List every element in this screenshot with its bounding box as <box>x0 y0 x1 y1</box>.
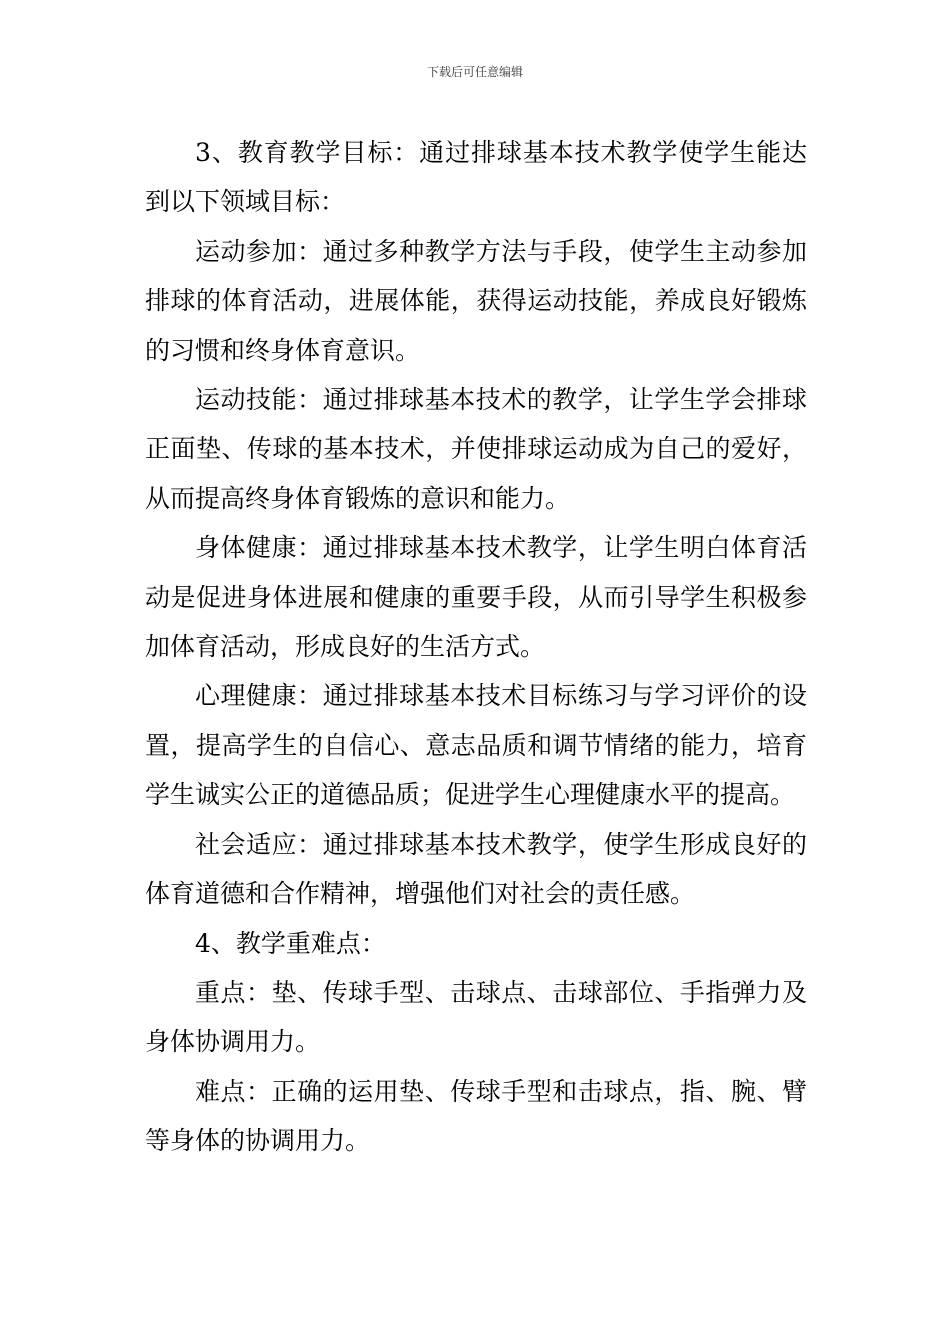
section-heading-key-points: 4、教学重难点： <box>195 928 386 958</box>
paragraph-difficulties: 难点：正确的运用垫、传球手型和击球点，指、腕、臂等身体的协调用力。 <box>145 1076 807 1156</box>
paragraph-mental-health: 心理健康：通过排球基本技术目标练习与学习评价的设置，提高学生的自信心、意志品质和调节情绪的能力，培育学生诚实公正的道德品质；促进学生心理健康水平的提高。 <box>145 681 807 810</box>
paragraph-social-adaptation: 社会适应：通过排球基本技术教学，使学生形成良好的体育道德和合作精神，增强他们对社会的责任感。 <box>145 829 807 909</box>
page-header-note: 下载后可任意编辑 <box>426 65 523 79</box>
paragraph-physical-health: 身体健康：通过排球基本技术教学，让学生明白体育活动是促进身体进展和健康的重要手段，从而引导学生积极参加体育活动，形成良好的生活方式。 <box>145 533 807 662</box>
paragraph-key-points: 重点：垫、传球手型、击球点、击球部位、手指弹力及身体协调用力。 <box>145 977 807 1057</box>
document-body <box>145 128 807 1166</box>
paragraph-sports-skills: 运动技能：通过排球基本技术的教学，让学生学会排球正面垫、传球的基本技术，并使排球运动成为自己的爱好，从而提高终身体育锻炼的意识和能力。 <box>145 385 807 513</box>
section-heading-objectives: 3、教育教学目标：通过排球基本技术教学使学生能达到以下领域目标： <box>145 138 807 217</box>
paragraph-sports-participation: 运动参加：通过多种教学方法与手段，使学生主动参加排球的体育活动，进展体能，获得运动技能，养成良好锻炼的习惯和终身体育意识。 <box>145 236 807 365</box>
